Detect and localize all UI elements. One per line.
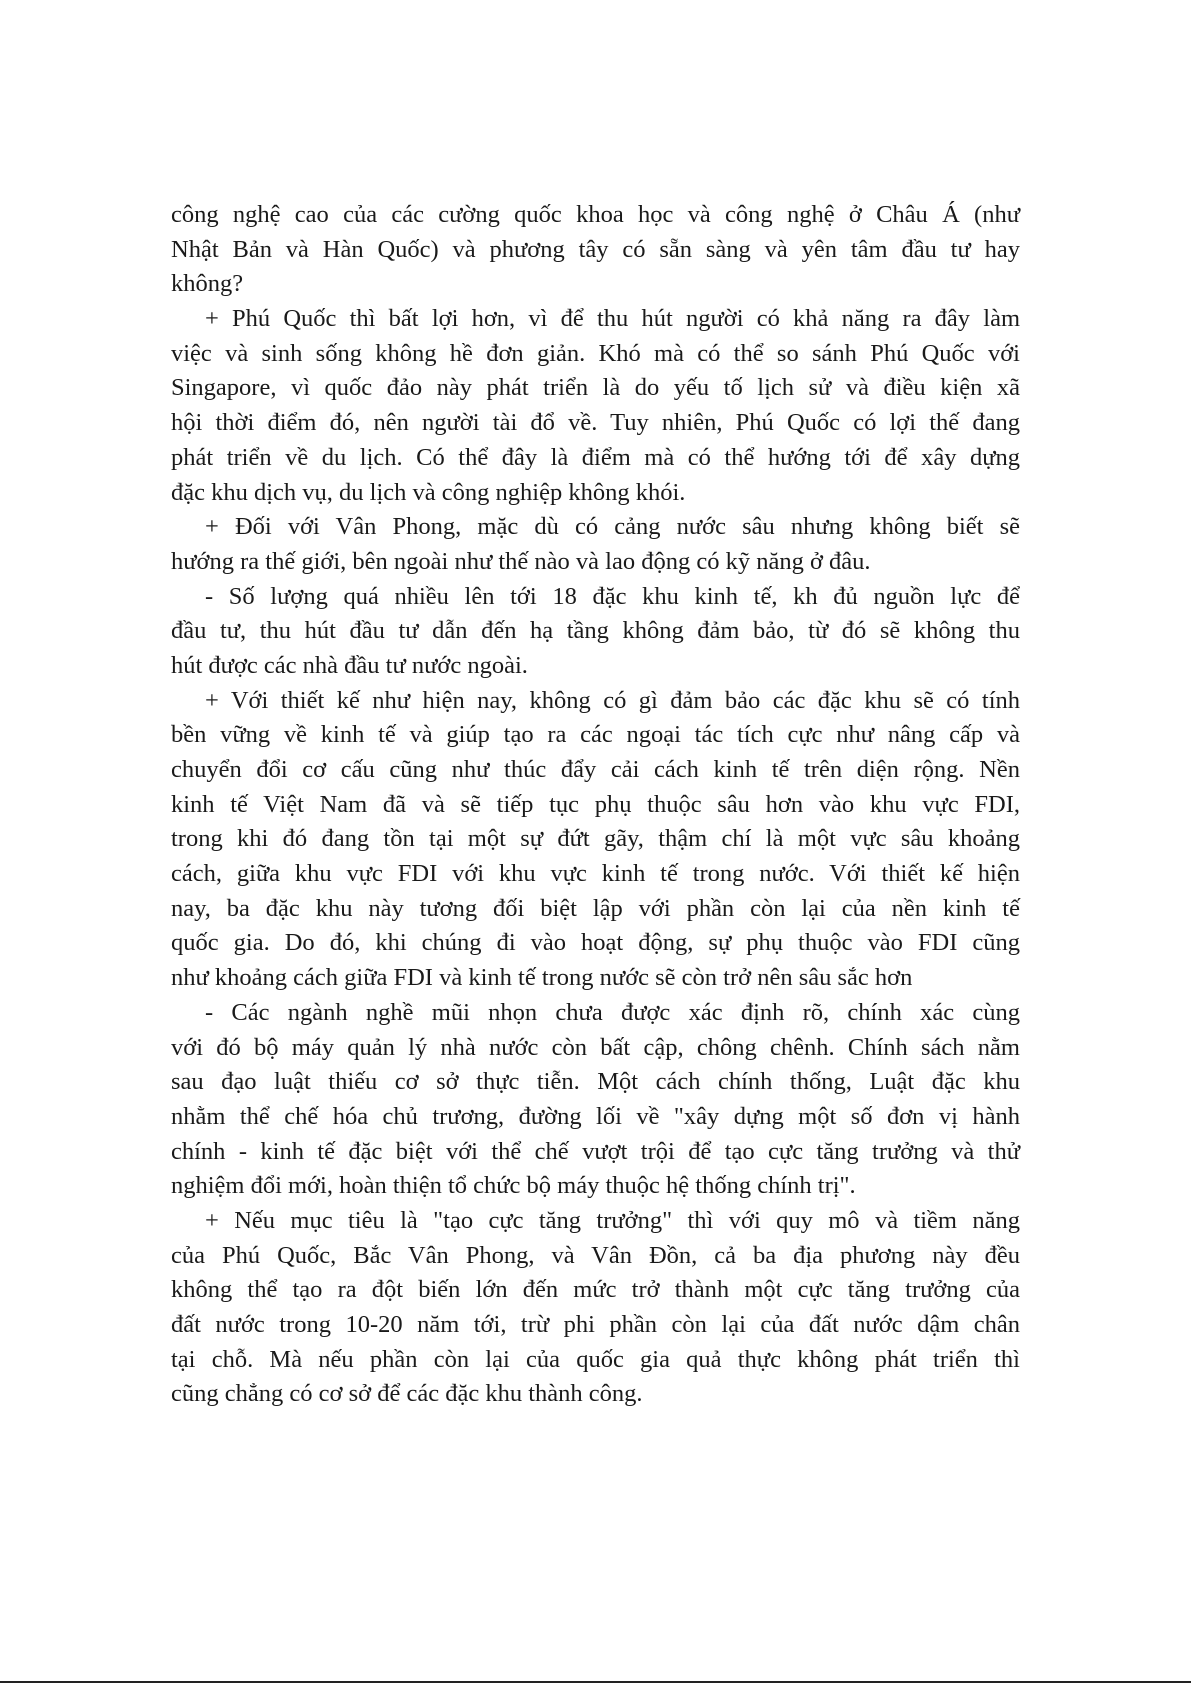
text-line: - Số lượng quá nhiều lên tới 18 đặc khu kinh tế, kh đủ nguồn lực để <box>205 582 1020 610</box>
text-line: đặc khu dịch vụ, du lịch và công nghiệp không khói. <box>171 478 686 506</box>
paragraph <box>171 198 1020 302</box>
text-line: hướng ra thế giới, bên ngoài như thế nào và lao động có kỹ năng ở đâu. <box>171 547 871 575</box>
text-line: + Với thiết kế như hiện nay, không có gì đảm bảo các đặc khu sẽ có tính <box>205 686 1020 714</box>
text-line: của Phú Quốc, Bắc Vân Phong, và Vân Đồn, cả ba địa phương này đều <box>171 1241 1020 1269</box>
text-line: không thể tạo ra đột biến lớn đến mức trở thành một cực tăng trưởng của <box>171 1276 1020 1304</box>
text-line: như khoảng cách giữa FDI và kinh tế trong nước sẽ còn trở nên sâu sắc hơn <box>171 964 913 992</box>
text-line: sau đạo luật thiếu cơ sở thực tiễn. Một cách chính thống, Luật đặc khu <box>171 1068 1020 1096</box>
text-line: quốc gia. Do đó, khi chúng đi vào hoạt động, sự phụ thuộc vào FDI cũng <box>171 929 1020 957</box>
text-line: với đó bộ máy quản lý nhà nước còn bất cập, chông chênh. Chính sách nằm <box>171 1033 1020 1061</box>
text-line: + Phú Quốc thì bất lợi hơn, vì để thu hút người có khả năng ra đây làm <box>205 305 1020 333</box>
text-line: đầu tư, thu hút đầu tư dẫn đến hạ tầng không đảm bảo, từ đó sẽ không thu <box>171 617 1020 645</box>
paragraph <box>171 510 1020 579</box>
text-line: nhằm thể chế hóa chủ trương, đường lối về "xây dựng một số đơn vị hành <box>171 1102 1020 1130</box>
text-line: việc và sinh sống không hề đơn giản. Khó mà có thể so sánh Phú Quốc với <box>171 339 1020 367</box>
paragraph <box>171 1204 1020 1412</box>
text-line: nghiệm đổi mới, hoàn thiện tổ chức bộ máy thuộc hệ thống chính trị". <box>171 1172 856 1200</box>
text-line: - Các ngành nghề mũi nhọn chưa được xác định rõ, chính xác cùng <box>205 998 1020 1026</box>
document-body <box>171 198 1020 1412</box>
text-line: phát triển về du lịch. Có thể đây là điểm mà có thể hướng tới để xây dựng <box>171 443 1020 471</box>
text-line: trong khi đó đang tồn tại một sự đứt gãy, thậm chí là một vực sâu khoảng <box>171 825 1020 853</box>
text-line: hút được các nhà đầu tư nước ngoài. <box>171 651 528 679</box>
text-line: + Nếu mục tiêu là "tạo cực tăng trưởng" thì với quy mô và tiềm năng <box>205 1206 1020 1234</box>
text-line: tại chỗ. Mà nếu phần còn lại của quốc gia quả thực không phát triển thì <box>171 1345 1020 1373</box>
page-bottom-rule <box>0 1681 1191 1683</box>
paragraph <box>171 684 1020 996</box>
text-line: chính - kinh tế đặc biệt với thể chế vượt trội để tạo cực tăng trưởng và thử <box>171 1137 1020 1165</box>
text-line: bền vững về kinh tế và giúp tạo ra các ngoại tác tích cực như nâng cấp và <box>171 721 1020 749</box>
paragraph <box>171 580 1020 684</box>
text-line: Nhật Bản và Hàn Quốc) và phương tây có sẵn sàng và yên tâm đầu tư hay <box>171 235 1020 263</box>
paragraph <box>171 996 1020 1204</box>
text-line: nay, ba đặc khu này tương đối biệt lập với phần còn lại của nền kinh tế <box>171 894 1020 922</box>
text-line: không? <box>171 270 244 298</box>
text-line: chuyển đổi cơ cấu cũng như thúc đẩy cải cách kinh tế trên diện rộng. Nền <box>171 756 1020 783</box>
text-line: + Đối với Vân Phong, mặc dù có cảng nước sâu nhưng không biết sẽ <box>205 513 1020 541</box>
text-line: hội thời điểm đó, nên người tài đổ về. Tuy nhiên, Phú Quốc có lợi thế đang <box>171 409 1020 437</box>
text-line: công nghệ cao của các cường quốc khoa học và công nghệ ở Châu Á (như <box>171 201 1020 228</box>
text-line: cũng chẳng có cơ sở để các đặc khu thành công. <box>171 1380 643 1408</box>
text-line: cách, giữa khu vực FDI với khu vực kinh tế trong nước. Với thiết kế hiện <box>171 860 1020 888</box>
paragraph <box>171 302 1020 510</box>
text-line: đất nước trong 10-20 năm tới, trừ phi phần còn lại của đất nước dậm chân <box>171 1311 1020 1338</box>
text-line: Singapore, vì quốc đảo này phát triển là do yếu tố lịch sử và điều kiện xã <box>171 374 1020 402</box>
text-line: kinh tế Việt Nam đã và sẽ tiếp tục phụ thuộc sâu hơn vào khu vực FDI, <box>171 790 1020 818</box>
